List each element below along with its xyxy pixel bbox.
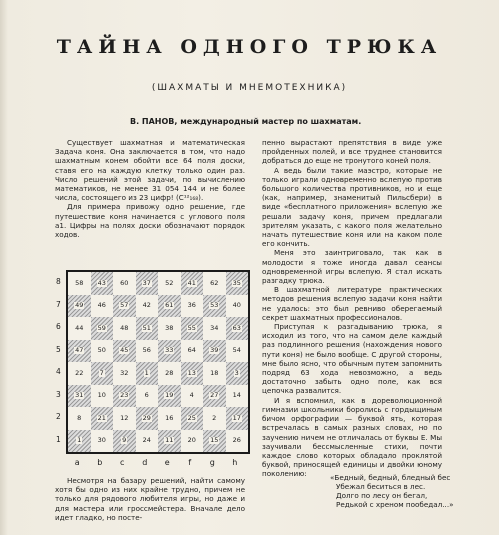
paragraph: Приступая к разгадыванию трюка, я исходил из того, что на самом деле каждый раз подлинного решения (нахождения нового пути коня) не было вообще. С другой стороны, мне было ясно, что обычным путем запомнить подряд 63 хода невозможно, а ведь достаточно забыть одно поле, как вся цепочка развалится. [262, 322, 442, 396]
board-square [226, 317, 249, 340]
move-number: 47 [75, 346, 84, 355]
move-number: 55 [187, 323, 196, 332]
move-number: 19 [165, 391, 174, 400]
board-square [113, 340, 136, 363]
poem-line: Убежал беситься в лес. [336, 482, 426, 491]
move-number: 62 [210, 278, 219, 287]
move-number: 10 [97, 391, 106, 400]
paragraph: Несмотря на базару решений, найти самому хотя бы одно из них крайне трудно, причем не только для рядового любителя игры, но даже и для мастера или гроссмейстера. Вначале дело идет гладко, но посте- [55, 476, 245, 522]
board-square [91, 362, 114, 385]
move-number: 1 [77, 436, 82, 445]
move-number: 49 [75, 301, 84, 310]
board-square [136, 272, 159, 295]
board-square [113, 362, 136, 385]
poem [330, 473, 480, 509]
board-square [113, 430, 136, 453]
move-number: 59 [97, 323, 106, 332]
board-square [68, 385, 91, 408]
board-square [113, 407, 136, 430]
file-label: c [120, 458, 125, 467]
board-square [181, 407, 204, 430]
board-square [203, 407, 226, 430]
board-square [68, 317, 91, 340]
move-number: 11 [165, 436, 174, 445]
rank-label: 6 [56, 322, 61, 331]
file-label: g [209, 458, 215, 467]
move-number: 57 [120, 301, 129, 310]
board-square [158, 295, 181, 318]
move-number: 46 [97, 301, 106, 310]
move-number: 58 [75, 278, 84, 287]
move-number: 4 [189, 391, 194, 400]
move-number: 48 [120, 323, 129, 332]
board-square [136, 340, 159, 363]
board-square [158, 317, 181, 340]
move-number: 38 [165, 323, 174, 332]
board-square [181, 430, 204, 453]
board-square [181, 362, 204, 385]
move-number: 7 [99, 368, 104, 377]
rank-label: 4 [56, 367, 61, 376]
board-square [91, 317, 114, 340]
board-square [68, 295, 91, 318]
board-square [91, 407, 114, 430]
move-number: 21 [97, 413, 106, 422]
move-number: 18 [210, 368, 219, 377]
move-number: 60 [120, 278, 129, 287]
board-square [158, 362, 181, 385]
move-number: 14 [232, 391, 241, 400]
move-number: 28 [165, 368, 174, 377]
board-square [203, 295, 226, 318]
move-number: 23 [120, 391, 129, 400]
board-square [203, 317, 226, 340]
move-number: 8 [77, 413, 82, 422]
move-number: 45 [120, 346, 129, 355]
paragraph: И я вспомнил, как в дореволюционной гимназии школьники боролись с гордыщиным бичом орфографии — буквой ять, которая встречалась в самых разных словах, но по заучению ничем не отличалась от буквы Е. Мы заучивали бессмысленные стихи, почти каждое слово которых обладало проклятой буквой, приносящей единицы и двойки юному поколению: [262, 395, 442, 479]
board-square [226, 295, 249, 318]
move-number: 61 [165, 301, 174, 310]
move-number: 63 [232, 323, 241, 332]
board-square [226, 340, 249, 363]
rank-label: 1 [56, 434, 61, 444]
paragraph: В шахматной литературе практических методов решения вслепую задачи коня найти не удалось: это был ревниво оберегаемый секрет шахматных профессионалов. [262, 285, 442, 322]
paragraph: Существует шахматная и математическая Задача коня. Она заключается в том, что надо шахматным конем обойти все 64 поля доски, ставя его на каждую клетку только один раз. Число решений этой задачи, по вычислению математиков, не менее 31 054 144 и не более числа, состоящего из 23 цифр! (С¹²₁₆₈). [55, 138, 245, 203]
paragraph: Для примера привожу одно решение, где путешествие коня начинается с углового поля а1. Цифры на полях доски обозначают порядок ходов. [55, 202, 245, 240]
board-square [181, 340, 204, 363]
board-square [136, 430, 159, 453]
rank-label: 2 [56, 412, 61, 421]
move-number: 32 [120, 368, 129, 377]
board-square [203, 362, 226, 385]
board-square [136, 407, 159, 430]
move-number: 13 [187, 368, 196, 377]
move-number: 22 [75, 368, 84, 377]
rank-label: 5 [56, 344, 61, 354]
board-square [158, 272, 181, 295]
move-number: 37 [142, 278, 151, 287]
board-square [113, 317, 136, 340]
move-number: 30 [97, 436, 106, 445]
move-number: 51 [142, 323, 151, 332]
board-square [181, 385, 204, 408]
board-square [113, 272, 136, 295]
board-square [68, 407, 91, 430]
board-square [136, 385, 159, 408]
board-square [203, 385, 226, 408]
board-square [226, 407, 249, 430]
chess-board [66, 270, 250, 454]
board-square [158, 430, 181, 453]
move-number: 3 [234, 368, 239, 377]
poem-line: Долго по лесу он бегал, [336, 491, 428, 500]
file-label: a [74, 458, 80, 467]
move-number: 15 [210, 436, 219, 445]
move-number: 44 [75, 323, 84, 332]
board-square [113, 295, 136, 318]
move-number: 16 [165, 413, 174, 422]
move-number: 20 [187, 436, 196, 445]
board-square [91, 385, 114, 408]
left-column [55, 138, 245, 239]
move-number: 33 [165, 346, 174, 355]
board-square [226, 362, 249, 385]
poem-line: «Бедный, бедный, бледный бес [330, 473, 451, 482]
board-square [158, 385, 181, 408]
paragraph: пенно вырастают препятствия в виде уже пройденных полей, и все труднее становится добраться до еще не тронутого коней поля. [262, 138, 442, 166]
file-label: d [142, 458, 148, 467]
paragraph: А ведь были такие маэстро, которые не только играли одновременно вслепую против большого количества противников, но и еще (как, например, знаменитый Пильсбери) в виде «бесплатного приложения» вслепую же решали задачу коня, причем предлагали зрителям указать, с какого поля желательно начать путешествие коня или на каком поле его кончить. [262, 165, 442, 249]
move-number: 52 [165, 278, 174, 287]
move-number: 64 [187, 346, 196, 355]
move-number: 41 [187, 278, 196, 287]
board-square [68, 340, 91, 363]
board-square [91, 340, 114, 363]
board-square [226, 430, 249, 453]
move-number: 29 [142, 413, 151, 422]
board-square [181, 272, 204, 295]
file-label: b [97, 458, 103, 467]
board-square [181, 317, 204, 340]
file-label: h [232, 458, 238, 467]
move-number: 42 [142, 301, 151, 310]
rank-label: 7 [56, 299, 61, 309]
article-subtitle: (ШАХМАТЫ И МНЕМОТЕХНИКА) [151, 83, 348, 93]
move-number: 54 [232, 346, 241, 355]
board-square [158, 407, 181, 430]
board-square [203, 272, 226, 295]
rank-label: 3 [56, 389, 61, 399]
move-number: 9 [122, 436, 127, 445]
move-number: 6 [144, 391, 149, 400]
board-square [203, 430, 226, 453]
move-number: 12 [120, 413, 129, 422]
move-number: 53 [210, 301, 219, 310]
board-square [68, 272, 91, 295]
board-square [91, 272, 114, 295]
move-number: 34 [210, 323, 219, 332]
paragraph: Меня это заинтриговало, так как в молодости я тоже иногда давал сеансы одновременной игры вслепую. Я стал искать разгадку трюка. [262, 248, 442, 286]
move-number: 40 [232, 301, 241, 310]
move-number: 56 [142, 346, 151, 355]
poem-line: Редькой с хреном пообедал...» [336, 500, 454, 509]
move-number: 35 [232, 278, 241, 287]
board-square [91, 295, 114, 318]
board-square [136, 295, 159, 318]
board-square [91, 430, 114, 453]
move-number: 31 [75, 391, 84, 400]
move-number: 25 [187, 413, 196, 422]
move-number: 24 [142, 436, 151, 445]
author-byline: В. ПАНОВ, международный мастер по шахматам. [130, 117, 362, 126]
move-number: 26 [232, 436, 241, 445]
board-square [68, 362, 91, 385]
board-square [181, 295, 204, 318]
move-number: 43 [97, 278, 106, 287]
article-title: ТАЙНА ОДНОГО ТРЮКА [56, 36, 443, 58]
bottom-left-paragraph [55, 476, 245, 522]
board-square [113, 385, 136, 408]
board-square [158, 340, 181, 363]
board-square [226, 272, 249, 295]
board-square [136, 317, 159, 340]
board-square [226, 385, 249, 408]
right-column [262, 138, 442, 479]
file-label: f [188, 458, 192, 467]
move-number: 50 [97, 346, 106, 355]
board-square [68, 430, 91, 453]
move-number: 36 [187, 301, 196, 310]
move-number: 27 [210, 391, 219, 400]
move-number: 1 [144, 368, 149, 377]
board-square [203, 340, 226, 363]
move-number: 39 [210, 346, 219, 355]
file-label: e [164, 458, 170, 467]
move-number: 2 [212, 413, 217, 422]
rank-label: 8 [56, 277, 61, 286]
board-square [136, 362, 159, 385]
move-number: 17 [232, 413, 241, 422]
